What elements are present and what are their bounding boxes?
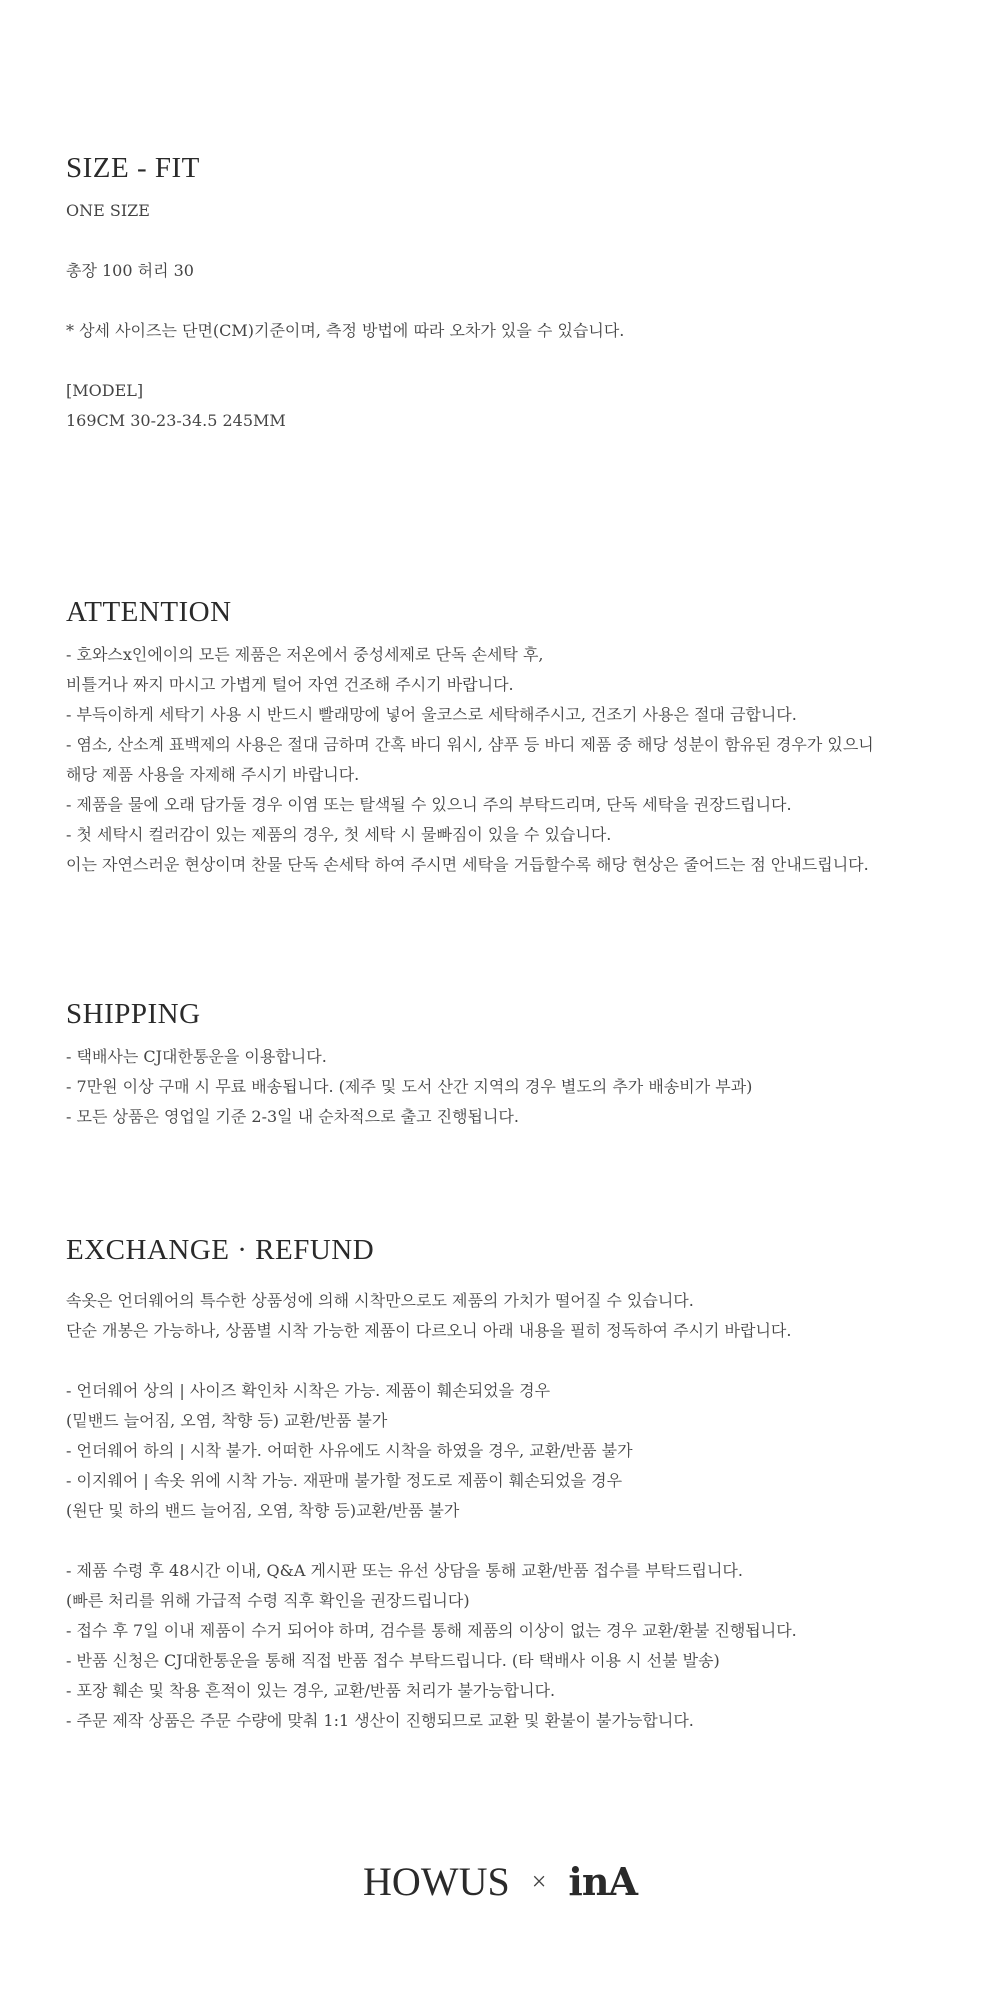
- text-line: - 언더웨어 하의 | 시착 불가. 어떠한 사유에도 시착을 하였을 경우, 교환/반품 불가: [66, 1441, 633, 1460]
- text-line: 속옷은 언더웨어의 특수한 상품성에 의해 시착만으로도 제품의 가치가 떨어질 수 있습니다.: [66, 1291, 694, 1310]
- howus-logo: HOWUS: [363, 1859, 510, 1904]
- ina-logo: inA: [568, 1859, 637, 1904]
- text-line: 총장 100 허리 30: [66, 261, 194, 280]
- text-line: 이는 자연스러운 현상이며 찬물 단독 손세탁 하여 주시면 세탁을 거듭할수록 해당 현상은 줄어드는 점 안내드립니다.: [66, 855, 869, 874]
- text-line: 해당 제품 사용을 자제해 주시기 바랍니다.: [66, 765, 360, 784]
- text-line: - 언더웨어 상의 | 사이즈 확인차 시착은 가능. 제품이 훼손되었을 경우: [66, 1381, 551, 1400]
- text-line: [MODEL]: [66, 381, 144, 400]
- text-line: (원단 및 하의 밴드 늘어짐, 오염, 착향 등)교환/반품 불가: [66, 1501, 460, 1520]
- attention-heading: ATTENTION: [66, 596, 232, 628]
- attention-lines: [66, 640, 946, 880]
- exchange-refund-section: [66, 1232, 946, 1736]
- text-line: - 포장 훼손 및 착용 흔적이 있는 경우, 교환/반품 처리가 불가능합니다.: [66, 1681, 556, 1700]
- text-line: - 접수 후 7일 이내 제품이 수거 되어야 하며, 검수를 통해 제품의 이상이 없는 경우 교환/환불 진행됩니다.: [66, 1621, 797, 1640]
- text-line: - 염소, 산소계 표백제의 사용은 절대 금하며 간혹 바디 워시, 샴푸 등 바디 제품 중 해당 성분이 함유된 경우가 있으니: [66, 735, 874, 754]
- brand-logo: [0, 1858, 1000, 1905]
- text-line: - 첫 세탁시 컬러감이 있는 제품의 경우, 첫 세탁 시 물빠짐이 있을 수 있습니다.: [66, 825, 612, 844]
- text-line: - 주문 제작 상품은 주문 수량에 맞춰 1:1 생산이 진행되므로 교환 및 환불이 불가능합니다.: [66, 1711, 694, 1730]
- text-line: * 상세 사이즈는 단면(CM)기준이며, 측정 방법에 따라 오차가 있을 수 있습니다.: [66, 321, 625, 340]
- shipping-section: [66, 996, 946, 1132]
- text-line: 비틀거나 짜지 마시고 가볍게 털어 자연 건조해 주시기 바랍니다.: [66, 675, 514, 694]
- text-line: - 7만원 이상 구매 시 무료 배송됩니다. (제주 및 도서 산간 지역의 경우 별도의 추가 배송비가 부과): [66, 1077, 753, 1096]
- text-line: - 모든 상품은 영업일 기준 2-3일 내 순차적으로 출고 진행됩니다.: [66, 1107, 519, 1126]
- text-line: 169CM 30-23-34.5 245MM: [66, 411, 286, 430]
- size-fit-section: [66, 150, 946, 436]
- text-line: - 제품 수령 후 48시간 이내, Q&A 게시판 또는 유선 상담을 통해 교환/반품 접수를 부탁드립니다.: [66, 1561, 743, 1580]
- line-gap: [66, 1346, 946, 1376]
- text-line: - 제품을 물에 오래 담가둘 경우 이염 또는 탈색될 수 있으니 주의 부탁드리며, 단독 세탁을 권장드립니다.: [66, 795, 792, 814]
- size-fit-heading: SIZE - FIT: [66, 152, 200, 184]
- attention-section: [66, 594, 946, 880]
- text-line: - 부득이하게 세탁기 사용 시 반드시 빨래망에 넣어 울코스로 세탁해주시고, 건조기 사용은 절대 금합니다.: [66, 705, 797, 724]
- text-line: (빠른 처리를 위해 가급적 수령 직후 확인을 권장드립니다): [66, 1591, 470, 1610]
- line-gap: [66, 1526, 946, 1556]
- exchange-refund-lines: [66, 1286, 946, 1736]
- text-line: - 이지웨어 | 속옷 위에 시착 가능. 재판매 불가할 정도로 제품이 훼손되었을 경우: [66, 1471, 623, 1490]
- text-line: - 반품 신청은 CJ대한통운을 통해 직접 반품 접수 부탁드립니다. (타 택배사 이용 시 선불 발송): [66, 1651, 720, 1670]
- text-line: 단순 개봉은 가능하나, 상품별 시착 가능한 제품이 다르오니 아래 내용을 필히 정독하여 주시기 바랍니다.: [66, 1321, 792, 1340]
- shipping-heading: SHIPPING: [66, 998, 201, 1030]
- size-fit-lines: [66, 196, 946, 436]
- line-gap: [66, 286, 946, 316]
- exchange-refund-heading: EXCHANGE · REFUND: [66, 1234, 375, 1266]
- text-line: ONE SIZE: [66, 201, 150, 220]
- line-gap: [66, 346, 946, 376]
- collab-separator: ×: [531, 1866, 547, 1896]
- text-line: (밑밴드 늘어짐, 오염, 착향 등) 교환/반품 불가: [66, 1411, 388, 1430]
- line-gap: [66, 226, 946, 256]
- text-line: - 호와스x인에이의 모든 제품은 저온에서 중성세제로 단독 손세탁 후,: [66, 645, 544, 664]
- shipping-lines: [66, 1042, 946, 1132]
- text-line: - 택배사는 CJ대한통운을 이용합니다.: [66, 1047, 327, 1066]
